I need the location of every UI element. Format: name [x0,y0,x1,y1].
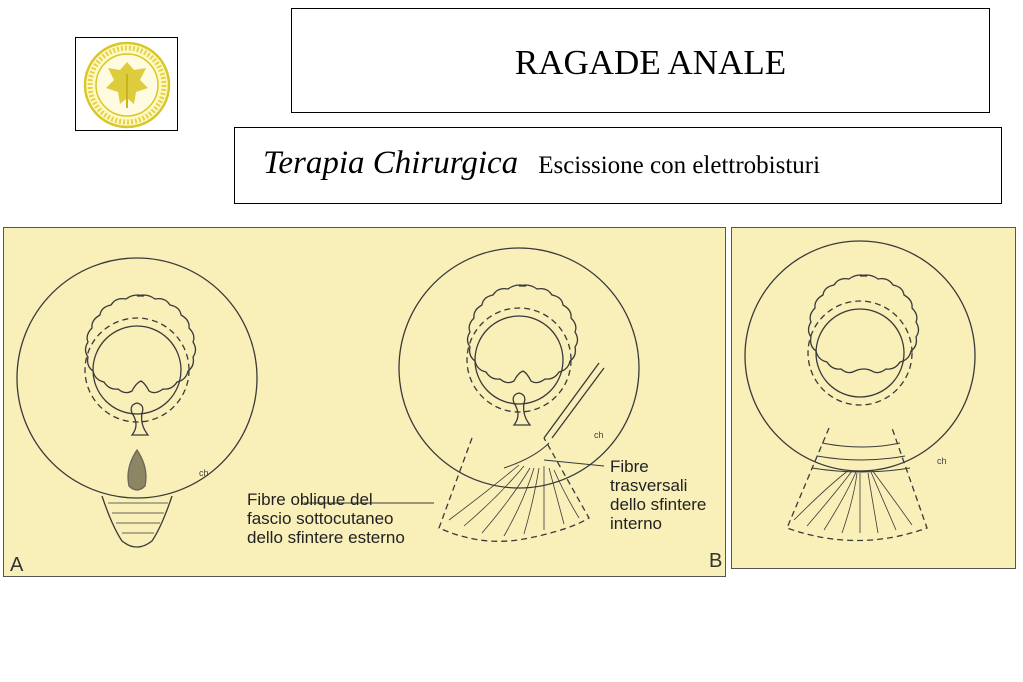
page-title: RAGADE ANALE [514,43,787,82]
svg-text:ch: ch [199,468,209,478]
label-line: Fibre [610,457,649,476]
label-line: Fibre oblique del [247,490,373,509]
university-seal-icon [76,38,179,132]
label-transverse-fibers [610,457,706,533]
logo-box [75,37,178,131]
subtitle-line [263,145,820,182]
svg-text:ch: ch [937,456,947,466]
surgical-illustration-ab [3,227,726,577]
svg-text:ch: ch [594,430,604,440]
label-line: interno [610,514,662,533]
subtitle-main: Terapia Chirurgica [263,145,519,181]
label-line: fascio sottocutaneo [247,509,394,528]
anal-excision-diagram [732,228,1016,569]
surgical-illustration-c [731,227,1016,569]
label-line: dello sfintere [610,495,707,514]
label-oblique-fibers [247,490,405,547]
panel-letter-a: A [10,554,24,576]
label-line: trasversali [610,476,688,495]
subtitle-detail: Escissione con elettrobisturi [538,152,821,179]
label-line: dello sfintere esterno [247,528,405,547]
subtitle-box [234,127,1002,204]
panel-letter-b: B [709,550,723,572]
title-box [291,8,990,113]
